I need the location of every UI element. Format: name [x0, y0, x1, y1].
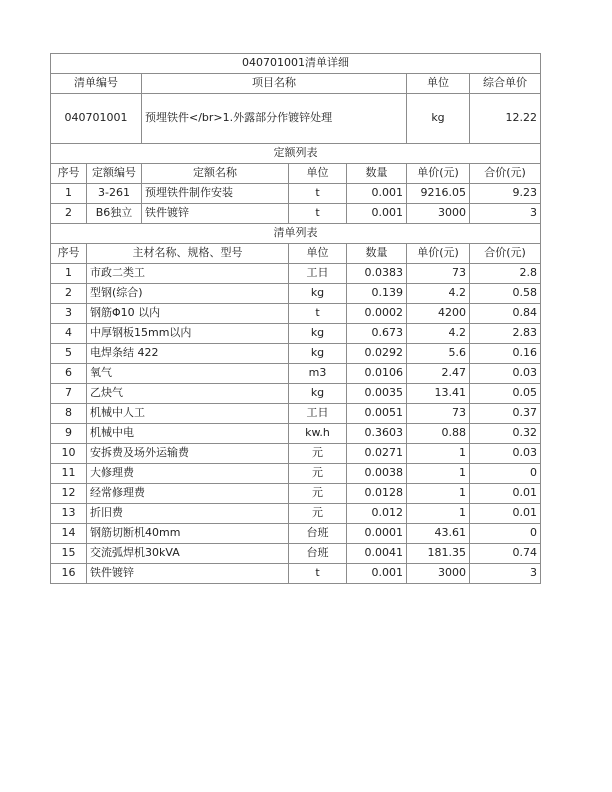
quota-cell-unit-price: 9216.05 — [407, 184, 470, 204]
materials-cell-unit-price: 3000 — [407, 564, 470, 584]
materials-cell-index: 3 — [51, 304, 87, 324]
quota-cell-unit-price: 3000 — [407, 204, 470, 224]
header-code: 清单编号 — [51, 74, 142, 94]
materials-cell-total: 0.74 — [470, 544, 541, 564]
item-unit: kg — [407, 94, 470, 144]
bill-detail-table — [50, 53, 541, 584]
materials-row — [51, 504, 541, 524]
materials-cell-index: 6 — [51, 364, 87, 384]
quota-row — [51, 184, 541, 204]
quota-cell-qty: 0.001 — [347, 204, 407, 224]
materials-row — [51, 384, 541, 404]
header-unit: 单位 — [407, 74, 470, 94]
materials-cell-qty: 0.012 — [347, 504, 407, 524]
materials-row — [51, 564, 541, 584]
materials-cell-unit: t — [289, 564, 347, 584]
materials-cell-qty: 0.0035 — [347, 384, 407, 404]
materials-cell-total: 0 — [470, 524, 541, 544]
materials-cell-index: 1 — [51, 264, 87, 284]
materials-cell-name: 交流弧焊机30kVA — [87, 544, 289, 564]
materials-cell-total: 0 — [470, 464, 541, 484]
materials-cell-name: 钢筋Φ10 以内 — [87, 304, 289, 324]
materials-row — [51, 344, 541, 364]
quota-col-qty: 数量 — [347, 164, 407, 184]
materials-cell-total: 0.32 — [470, 424, 541, 444]
materials-cell-unit-price: 1 — [407, 504, 470, 524]
materials-cell-total: 0.16 — [470, 344, 541, 364]
materials-cell-total: 3 — [470, 564, 541, 584]
materials-cell-unit-price: 4200 — [407, 304, 470, 324]
materials-cell-index: 4 — [51, 324, 87, 344]
materials-cell-qty: 0.001 — [347, 564, 407, 584]
quota-cell-name: 预埋铁件制作安装 — [142, 184, 289, 204]
materials-col-unit-price: 单价(元) — [407, 244, 470, 264]
materials-cell-total: 0.84 — [470, 304, 541, 324]
materials-cell-unit: 元 — [289, 444, 347, 464]
materials-row — [51, 424, 541, 444]
quota-cell-total: 3 — [470, 204, 541, 224]
materials-cell-unit: kg — [289, 344, 347, 364]
materials-col-total: 合价(元) — [470, 244, 541, 264]
materials-cell-unit: t — [289, 304, 347, 324]
materials-row — [51, 484, 541, 504]
materials-cell-qty: 0.3603 — [347, 424, 407, 444]
materials-cell-name: 大修理费 — [87, 464, 289, 484]
quota-col-name: 定额名称 — [142, 164, 289, 184]
quota-col-unit-price: 单价(元) — [407, 164, 470, 184]
materials-cell-name: 钢筋切断机40mm — [87, 524, 289, 544]
materials-cell-total: 0.01 — [470, 504, 541, 524]
quota-col-unit: 单位 — [289, 164, 347, 184]
materials-row — [51, 304, 541, 324]
materials-cell-qty: 0.0041 — [347, 544, 407, 564]
quota-header-row — [51, 164, 541, 184]
item-code: 040701001 — [51, 94, 142, 144]
materials-cell-unit: 台班 — [289, 544, 347, 564]
quota-cell-index: 2 — [51, 204, 87, 224]
table-title: 040701001清单详细 — [51, 54, 541, 74]
quota-cell-unit: t — [289, 204, 347, 224]
materials-row — [51, 544, 541, 564]
quota-cell-name: 铁件镀锌 — [142, 204, 289, 224]
quota-cell-code: B6独立 — [87, 204, 142, 224]
quota-cell-unit: t — [289, 184, 347, 204]
materials-cell-unit-price: 0.88 — [407, 424, 470, 444]
materials-row — [51, 264, 541, 284]
materials-cell-name: 机械中电 — [87, 424, 289, 444]
materials-cell-name: 电焊条结 422 — [87, 344, 289, 364]
materials-cell-qty: 0.673 — [347, 324, 407, 344]
materials-cell-unit: 台班 — [289, 524, 347, 544]
materials-cell-unit: kw.h — [289, 424, 347, 444]
materials-cell-unit-price: 13.41 — [407, 384, 470, 404]
materials-cell-unit-price: 4.2 — [407, 324, 470, 344]
materials-cell-name: 经常修理费 — [87, 484, 289, 504]
materials-cell-name: 安拆费及场外运输费 — [87, 444, 289, 464]
materials-cell-unit-price: 181.35 — [407, 544, 470, 564]
materials-row — [51, 324, 541, 344]
quota-row — [51, 204, 541, 224]
materials-cell-unit-price: 1 — [407, 444, 470, 464]
materials-cell-total: 0.05 — [470, 384, 541, 404]
materials-cell-total: 0.03 — [470, 364, 541, 384]
materials-row — [51, 404, 541, 424]
materials-cell-unit: 元 — [289, 504, 347, 524]
materials-col-unit: 单位 — [289, 244, 347, 264]
materials-cell-index: 16 — [51, 564, 87, 584]
materials-cell-unit-price: 5.6 — [407, 344, 470, 364]
materials-cell-qty: 0.0271 — [347, 444, 407, 464]
materials-cell-unit-price: 2.47 — [407, 364, 470, 384]
materials-cell-unit-price: 4.2 — [407, 284, 470, 304]
materials-cell-index: 8 — [51, 404, 87, 424]
materials-cell-unit: 工日 — [289, 264, 347, 284]
materials-col-name: 主材名称、规格、型号 — [87, 244, 289, 264]
materials-cell-qty: 0.0292 — [347, 344, 407, 364]
materials-row — [51, 284, 541, 304]
materials-cell-name: 铁件镀锌 — [87, 564, 289, 584]
materials-cell-unit-price: 1 — [407, 464, 470, 484]
quota-col-code: 定额编号 — [87, 164, 142, 184]
materials-row — [51, 524, 541, 544]
materials-cell-unit: kg — [289, 284, 347, 304]
materials-cell-qty: 0.0001 — [347, 524, 407, 544]
materials-cell-name: 型钢(综合) — [87, 284, 289, 304]
materials-cell-total: 0.01 — [470, 484, 541, 504]
materials-row — [51, 444, 541, 464]
materials-cell-name: 市政二类工 — [87, 264, 289, 284]
materials-cell-qty: 0.0038 — [347, 464, 407, 484]
materials-col-qty: 数量 — [347, 244, 407, 264]
materials-cell-total: 2.83 — [470, 324, 541, 344]
materials-cell-qty: 0.0002 — [347, 304, 407, 324]
materials-row — [51, 364, 541, 384]
quota-col-total: 合价(元) — [470, 164, 541, 184]
materials-cell-unit-price: 73 — [407, 264, 470, 284]
quota-cell-total: 9.23 — [470, 184, 541, 204]
quota-col-index: 序号 — [51, 164, 87, 184]
header-name: 项目名称 — [142, 74, 407, 94]
quota-cell-code: 3-261 — [87, 184, 142, 204]
materials-cell-qty: 0.0383 — [347, 264, 407, 284]
materials-cell-unit-price: 43.61 — [407, 524, 470, 544]
header-price: 综合单价 — [470, 74, 541, 94]
materials-cell-index: 15 — [51, 544, 87, 564]
materials-cell-index: 10 — [51, 444, 87, 464]
materials-cell-qty: 0.0106 — [347, 364, 407, 384]
materials-cell-unit: m3 — [289, 364, 347, 384]
materials-cell-unit: 元 — [289, 464, 347, 484]
materials-cell-index: 9 — [51, 424, 87, 444]
materials-cell-name: 中厚钢板15mm以内 — [87, 324, 289, 344]
materials-cell-name: 折旧费 — [87, 504, 289, 524]
item-name: 预埋铁件</br>1.外露部分作镀锌处理 — [142, 94, 407, 144]
materials-cell-unit-price: 73 — [407, 404, 470, 424]
materials-cell-qty: 0.0051 — [347, 404, 407, 424]
materials-row — [51, 464, 541, 484]
materials-cell-unit: kg — [289, 324, 347, 344]
materials-cell-total: 0.03 — [470, 444, 541, 464]
materials-cell-total: 0.37 — [470, 404, 541, 424]
materials-cell-index: 12 — [51, 484, 87, 504]
quota-cell-qty: 0.001 — [347, 184, 407, 204]
materials-cell-unit: 元 — [289, 484, 347, 504]
materials-cell-index: 2 — [51, 284, 87, 304]
materials-cell-qty: 0.139 — [347, 284, 407, 304]
materials-cell-index: 11 — [51, 464, 87, 484]
materials-cell-unit-price: 1 — [407, 484, 470, 504]
materials-cell-name: 氧气 — [87, 364, 289, 384]
materials-section-title: 清单列表 — [51, 224, 541, 244]
materials-cell-index: 7 — [51, 384, 87, 404]
quota-section-title: 定额列表 — [51, 144, 541, 164]
quota-cell-index: 1 — [51, 184, 87, 204]
materials-cell-index: 13 — [51, 504, 87, 524]
materials-cell-total: 0.58 — [470, 284, 541, 304]
item-price: 12.22 — [470, 94, 541, 144]
materials-cell-name: 乙炔气 — [87, 384, 289, 404]
materials-cell-index: 5 — [51, 344, 87, 364]
materials-cell-name: 机械中人工 — [87, 404, 289, 424]
materials-cell-unit: kg — [289, 384, 347, 404]
materials-cell-qty: 0.0128 — [347, 484, 407, 504]
materials-cell-unit: 工日 — [289, 404, 347, 424]
materials-cell-index: 14 — [51, 524, 87, 544]
materials-col-index: 序号 — [51, 244, 87, 264]
materials-header-row — [51, 244, 541, 264]
materials-cell-total: 2.8 — [470, 264, 541, 284]
